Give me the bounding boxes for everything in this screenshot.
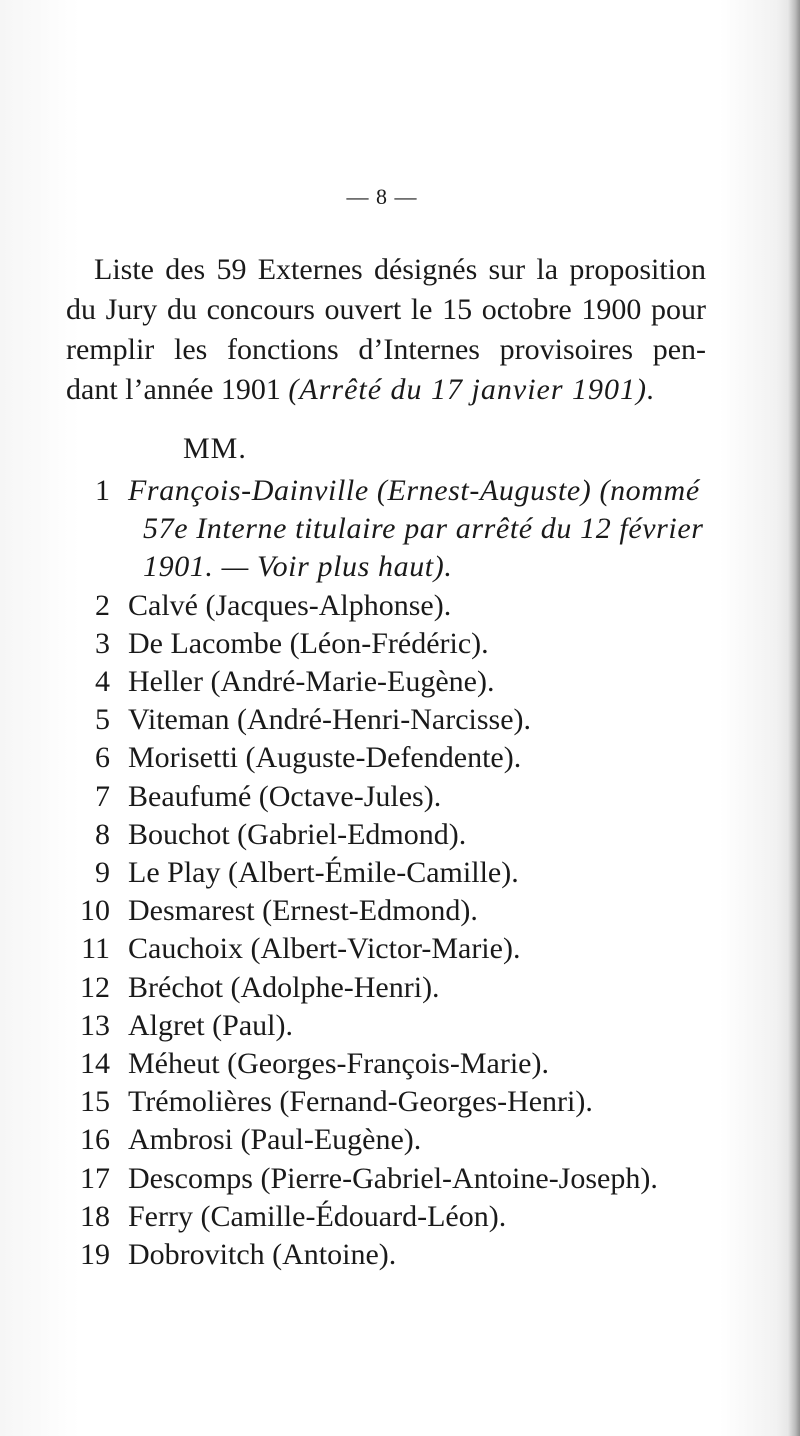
item-number: 4 bbox=[95, 665, 110, 699]
item-text: Calvé (Jacques-Alphonse). bbox=[128, 588, 452, 622]
item-text: Ambrosi (Paul-Eugène). bbox=[128, 1123, 422, 1157]
item-text: Bréchot (Adolphe-Henri). bbox=[128, 970, 440, 1004]
item-text: Heller (André-Marie-Eugène). bbox=[128, 665, 495, 699]
list-item bbox=[76, 854, 716, 892]
item-text: Descomps (Pierre-Gabriel-Antoine-Joseph). bbox=[128, 1161, 658, 1195]
item-text-continued: 1901. — Voir plus haut). bbox=[143, 550, 453, 584]
item-number: 18 bbox=[80, 1199, 110, 1233]
list-item bbox=[76, 1121, 716, 1159]
list-item bbox=[76, 1160, 716, 1198]
item-text: Trémolières (Fernand-Georges-Henri). bbox=[128, 1085, 593, 1119]
list-item bbox=[76, 739, 716, 777]
item-text: Morisetti (Auguste-Defendente). bbox=[128, 741, 522, 775]
list-item bbox=[76, 1198, 716, 1236]
item-text: Le Play (Albert-Émile-Camille). bbox=[128, 856, 519, 890]
intro-line-2: du Jury du concours ouvert le 15 octobre 1900 pour bbox=[66, 293, 706, 326]
item-text: Desmarest (Ernest-Edmond). bbox=[128, 894, 478, 928]
externs-list bbox=[76, 472, 716, 1274]
item-text: Bouchot (Gabriel-Edmond). bbox=[128, 817, 467, 851]
item-number: 3 bbox=[95, 626, 110, 660]
item-text-continued: 57e Interne titulaire par arrêté du 12 février bbox=[143, 512, 704, 546]
list-item bbox=[76, 1083, 716, 1121]
intro-line-1: Liste des 59 Externes désignés sur la proposition bbox=[94, 253, 706, 286]
list-item bbox=[76, 969, 716, 1007]
item-text: Algret (Paul). bbox=[128, 1008, 293, 1042]
intro-line-4 bbox=[66, 370, 706, 410]
intro-line-4-plain: dant l’année 1901 bbox=[66, 373, 289, 406]
item-number: 1 bbox=[95, 474, 110, 507]
list-item bbox=[76, 663, 716, 701]
item-text: Cauchoix (Albert-Victor-Marie). bbox=[128, 932, 521, 966]
item-text: Méheut (Georges-François-Marie). bbox=[128, 1047, 549, 1081]
item-text: Viteman (André-Henri-Narcisse). bbox=[128, 703, 532, 737]
list-item bbox=[76, 701, 716, 739]
item-number: 11 bbox=[81, 932, 110, 966]
intro-line-3: remplir les fonctions d’Internes provisoires pen- bbox=[66, 333, 706, 366]
item-number: 12 bbox=[80, 970, 110, 1004]
page-number: — 8 — bbox=[346, 184, 418, 209]
item-number: 2 bbox=[95, 588, 110, 622]
item-number: 13 bbox=[80, 1008, 110, 1042]
item-number: 6 bbox=[95, 741, 110, 775]
list-item bbox=[76, 930, 716, 968]
list-item bbox=[76, 1007, 716, 1045]
intro-paragraph bbox=[66, 250, 706, 410]
item-text: De Lacombe (Léon-Frédéric). bbox=[128, 626, 489, 660]
list-item bbox=[76, 472, 716, 587]
salutation: MM. bbox=[183, 432, 247, 465]
item-number: 15 bbox=[80, 1085, 110, 1119]
list-item bbox=[76, 1236, 716, 1274]
item-number: 19 bbox=[80, 1238, 110, 1272]
item-number: 5 bbox=[95, 703, 110, 737]
item-number: 16 bbox=[80, 1123, 110, 1157]
list-item bbox=[76, 816, 716, 854]
item-text: Dobrovitch (Antoine). bbox=[128, 1238, 397, 1272]
list-item bbox=[76, 1045, 716, 1083]
intro-line-4-decree: (Arrêté du 17 janvier 1901). bbox=[288, 373, 656, 406]
list-item bbox=[76, 587, 716, 625]
page-edge-shadow bbox=[788, 0, 800, 1436]
item-number: 9 bbox=[95, 856, 110, 890]
item-text: Ferry (Camille-Édouard-Léon). bbox=[128, 1199, 507, 1233]
item-text: Beaufumé (Octave-Jules). bbox=[128, 779, 442, 813]
item-number: 14 bbox=[80, 1047, 110, 1081]
list-item bbox=[76, 778, 716, 816]
item-number: 8 bbox=[95, 817, 110, 851]
item-number: 10 bbox=[80, 894, 110, 928]
item-number: 7 bbox=[95, 779, 110, 813]
list-item bbox=[76, 625, 716, 663]
item-text: François-Dainville (Ernest-Auguste) (nommé bbox=[128, 474, 700, 507]
list-item bbox=[76, 892, 716, 930]
item-number: 17 bbox=[80, 1161, 110, 1195]
